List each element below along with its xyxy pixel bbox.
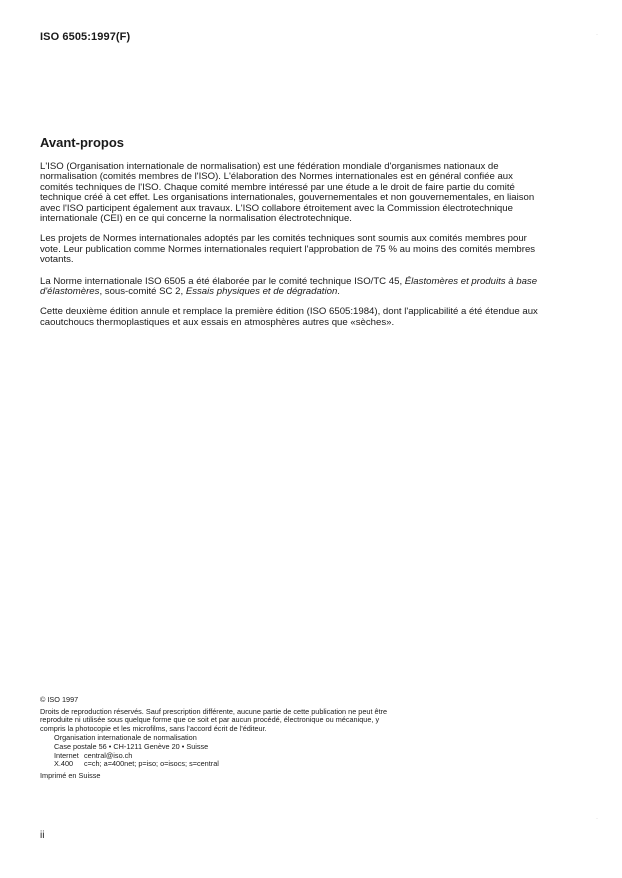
foreword-body	[40, 162, 546, 338]
x400-value: c=ch; a=400net; p=iso; o=isocs; s=central	[84, 759, 219, 769]
p3-text-c: , sous-comité SC 2,	[99, 286, 186, 298]
foreword-paragraph-3	[40, 277, 546, 298]
page-number: ii	[40, 830, 45, 841]
subcommittee-title: Essais physiques et de dégradation	[185, 286, 338, 298]
scan-speck: ·	[596, 816, 598, 822]
p3-text-a: La Norme internationale ISO 6505 a été élaborée par le comité technique ISO/TC 45,	[40, 275, 405, 287]
foreword-paragraph-4: Cette deuxième édition annule et remplace la première édition (ISO 6505:1984), dont l'applicabilité a été étendue aux caoutchoucs thermoplastiques et aux essais en atmosphères autres que «sèches».	[40, 306, 538, 328]
x400-contact	[40, 760, 390, 769]
committee-title: Élastomères et produits à base d'élastomères	[40, 275, 538, 298]
foreword-paragraph-1: L'ISO (Organisation internationale de normalisation) est une fédération mondiale d'organismes nationaux de normalisation (comités membres de l'ISO). L'élaboration des Normes internationales est en général confiée aux comités techniques de l'ISO. Chaque comité membre intéressé par une étude a le droit de faire partie du comité technique créé à cet effet. Les organisations internationales, gouvernementales et non gouvernementales, en liaison avec l'ISO participent également aux travaux. L'ISO collabore étroitement avec la Commission électrotechnique internationale (CEI) en ce qui concerne la normalisation électrotechnique.	[40, 161, 535, 225]
printed-in: Imprimé en Suisse	[40, 770, 101, 780]
scan-speck: ·	[596, 32, 598, 38]
internet-value: central@iso.ch	[84, 750, 133, 760]
publisher-name: Organisation internationale de normalisation	[54, 733, 197, 743]
foreword-title: Avant-propos	[40, 135, 125, 150]
copyright-block	[40, 696, 390, 780]
rights-statement: Droits de reproduction réservés. Sauf prescription différente, aucune partie de cette publication ne peut être reproduite ni utilisée sous quelque forme que ce soit et par aucun procédé, électronique ou mécanique, y compris la photocopie et les microfilms, sans l'accord écrit de l'éditeur.	[40, 706, 388, 733]
x400-label: X.400	[54, 759, 74, 769]
internet-label: Internet	[54, 750, 79, 760]
copyright-notice: © ISO 1997	[40, 695, 79, 704]
publisher-address: Case postale 56 • CH-1211 Genève 20 • Suisse	[54, 741, 209, 751]
p3-text-e: .	[337, 286, 340, 298]
foreword-paragraph-2: Les projets de Normes internationales adoptés par les comités techniques sont soumis aux comités membres pour vote. Leur publication comme Normes internationales requiert l'approbation de 75 % au moins des comités membres votants.	[40, 233, 536, 266]
document-id-header: ISO 6505:1997(F)	[40, 31, 131, 43]
